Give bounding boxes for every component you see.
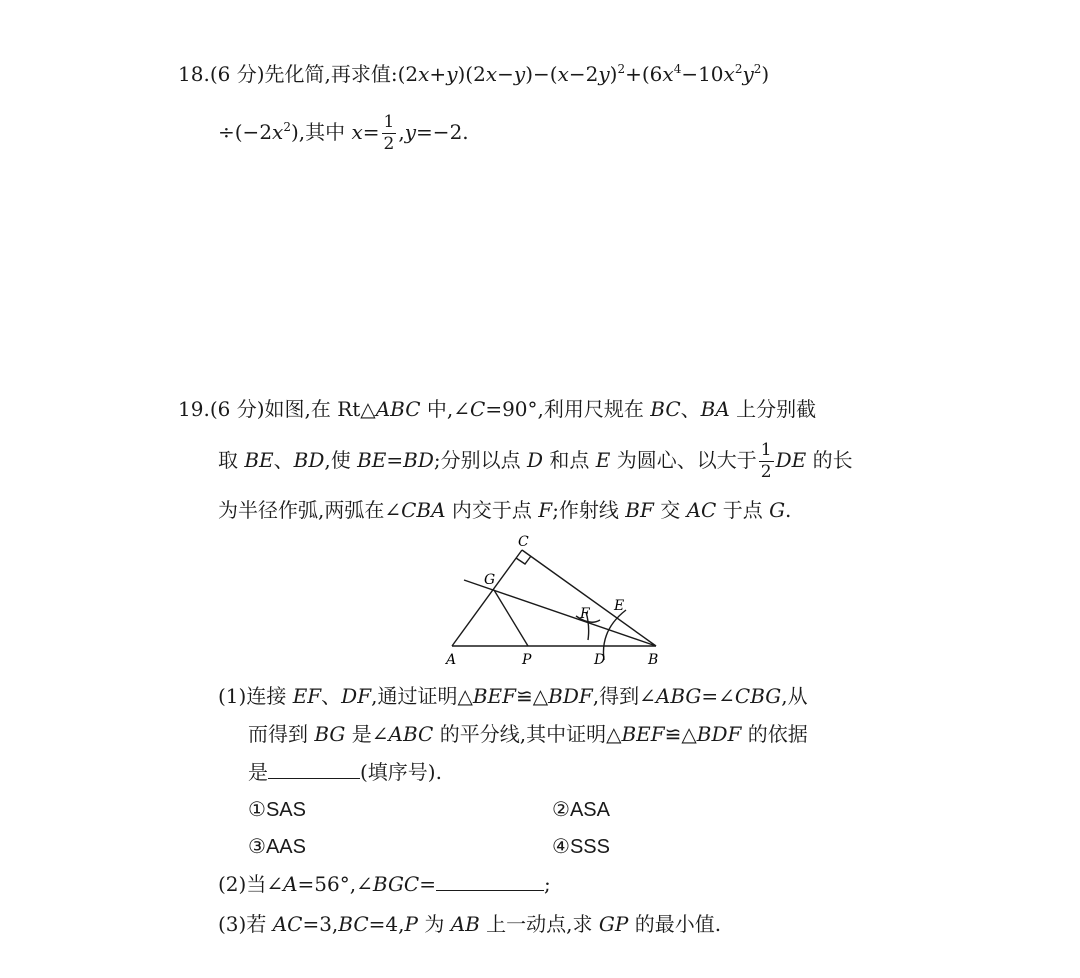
option-3 <box>248 832 306 861</box>
option-4-text: SSS <box>569 836 610 858</box>
q19-stem-1: 如图,在 Rt△ABC 中,∠C=90°,利用尺规在 BC、BA 上分别截 <box>264 397 817 421</box>
q19-part3-line <box>218 910 721 938</box>
option-3-mark: ③ <box>248 834 266 858</box>
label-c: C <box>518 534 529 550</box>
q19-line-3 <box>218 496 791 524</box>
q19-part2-text: (2)当∠A=56°,∠BGC= ; <box>218 872 551 896</box>
q18-instruction: 先化简,再求值: <box>264 62 398 86</box>
q19-line-1 <box>178 395 816 423</box>
triangle-figure <box>440 530 700 670</box>
option-1 <box>248 795 306 824</box>
side-ac <box>452 550 522 646</box>
q18-expression-1: $(2x+y)(2x-y)-(x-2y)^2+(6x^4-10x^2y^2)$ <box>397 62 770 86</box>
option-2-text: ASA <box>569 799 610 821</box>
q18-line-1 <box>178 60 769 88</box>
ray-bf <box>464 580 656 646</box>
q18-number: 18. <box>178 62 210 86</box>
right-angle-mark <box>516 556 531 564</box>
option-2 <box>552 795 610 824</box>
q19-part1-text-3: 是 (填序号). <box>248 760 442 784</box>
label-g: G <box>484 572 496 588</box>
option-4 <box>552 832 610 861</box>
label-d: D <box>594 652 606 668</box>
answer-blank-2[interactable] <box>436 870 544 891</box>
q19-stem-2: 取 BE、BD,使 BE=BD;分别以点 D 和点 E 为圆心、以大于 $\frac{1}{2}$ DE 的长 <box>218 440 853 482</box>
q19-part3-text: (3)若 AC=3,BC=4,P 为 AB 上一动点,求 GP 的最小值. <box>218 912 722 936</box>
q19-part2-line <box>218 870 551 898</box>
q18-y-value: y=−2. <box>404 120 469 144</box>
q19-part1-line-3 <box>248 758 442 786</box>
q19-line-2 <box>218 440 853 481</box>
option-3-text: AAS <box>265 836 306 858</box>
label-e: E <box>614 598 625 614</box>
option-2-mark: ② <box>552 797 570 821</box>
segment-gp <box>494 590 528 646</box>
answer-blank-1[interactable] <box>268 758 360 779</box>
q18-x-value: x= $\frac{1}{2}$ <box>351 112 395 154</box>
q18-score: (6 分) <box>209 62 265 86</box>
q18-line-2: $\div(-2x^2)$,其中 x= $\frac{1}{2}$ ,y=−2. <box>218 112 469 154</box>
label-p: P <box>522 652 532 668</box>
option-1-mark: ① <box>248 797 266 821</box>
option-4-mark: ④ <box>552 834 570 858</box>
q19-score: (6 分) <box>209 397 265 421</box>
q19-part1-line-1 <box>218 682 808 710</box>
label-a: A <box>446 652 457 668</box>
q19-part1-line-2 <box>248 720 808 748</box>
q19-number: 19. <box>178 397 210 421</box>
q19-stem-3: 为半径作弧,两弧在∠CBA 内交于点 F;作射线 BF 交 AC 于点 G. <box>218 498 792 522</box>
label-f: F <box>580 606 590 622</box>
label-b: B <box>648 652 659 668</box>
q19-part1-text-2: 而得到 BG 是∠ABC 的平分线,其中证明△BEF≌△BDF 的依据 <box>248 722 808 746</box>
q19-part1-text-1: (1)连接 EF、DF,通过证明△BEF≌△BDF,得到∠ABG=∠CBG,从 <box>218 684 808 708</box>
q18-expression-2: $\div(-2x^2)$ <box>218 120 299 144</box>
q18-condition-text: ,其中 <box>298 120 346 144</box>
option-1-text: SAS <box>265 799 306 821</box>
